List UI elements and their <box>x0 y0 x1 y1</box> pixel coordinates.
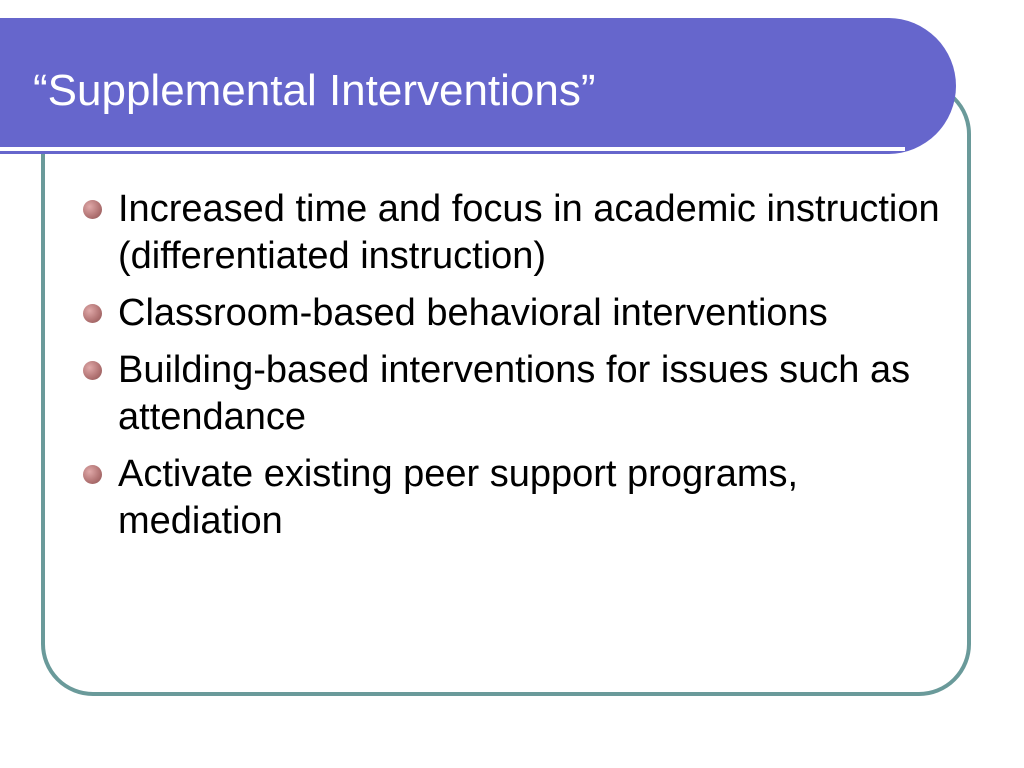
bullet-dot-icon <box>83 361 102 380</box>
bullet-dot-icon <box>83 200 102 219</box>
bullet-text: Increased time and focus in academic instruction (differentiated instruction) <box>118 188 940 277</box>
bullet-text: Activate existing peer support programs, mediation <box>118 453 799 542</box>
bullet-item <box>80 186 950 280</box>
bullet-text: Building-based interventions for issues such as attendance <box>118 349 911 438</box>
bullet-text: Classroom-based behavioral interventions <box>118 292 828 334</box>
bullet-item <box>80 347 950 441</box>
slide-title: “Supplemental Interventions” <box>33 66 596 115</box>
bullet-item <box>80 290 950 337</box>
title-bar <box>0 18 956 154</box>
title-underline <box>0 147 905 151</box>
bullet-list <box>80 186 950 555</box>
bullet-dot-icon <box>83 465 102 484</box>
bullet-item <box>80 451 950 545</box>
bullet-dot-icon <box>83 304 102 323</box>
